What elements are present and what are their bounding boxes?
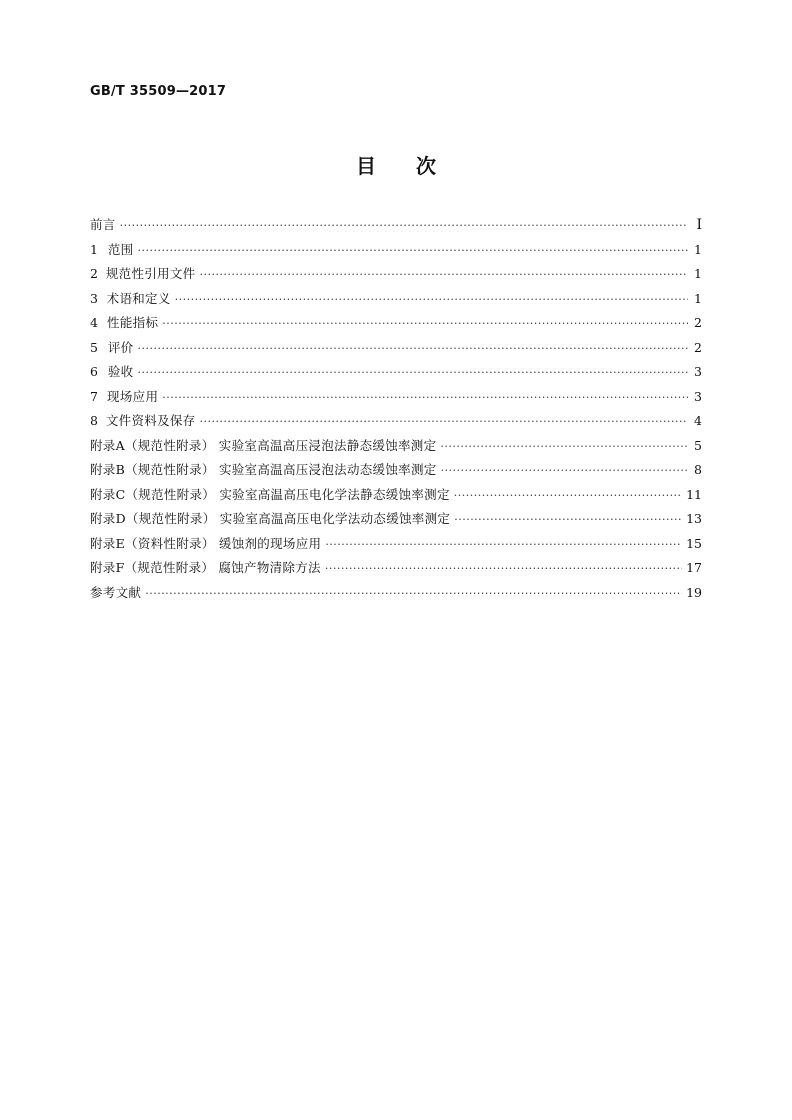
toc-entry-label: 附录E（资料性附录） 缓蚀剂的现场应用 — [90, 535, 322, 551]
dot-leader — [199, 415, 688, 428]
toc-entry-label: 附录B（规范性附录） 实验室高温高压浸泡法动态缓蚀率测定 — [90, 462, 437, 477]
toc-entry-page: 5 — [694, 437, 702, 453]
toc-entry-annex-d[interactable] — [90, 509, 702, 534]
toc-entry-8[interactable] — [90, 411, 702, 436]
table-of-contents — [90, 215, 702, 607]
toc-entry-7[interactable] — [90, 387, 702, 412]
toc-entry-1[interactable] — [90, 240, 702, 265]
toc-entry-bibliography[interactable] — [90, 583, 702, 608]
toc-entry-page: 1 — [694, 290, 702, 306]
toc-entry-page: 3 — [694, 364, 702, 379]
toc-entry-label: 评价 — [107, 339, 134, 355]
toc-entry-number: 4 — [90, 315, 98, 330]
dot-leader — [175, 293, 688, 306]
toc-entry-label: 参考文献 — [90, 584, 142, 600]
dot-leader — [199, 268, 688, 281]
toc-entry-label: 附录D（规范性附录） 实验室高温高压电化学法动态缓蚀率测定 — [90, 511, 451, 526]
toc-entry-page: 17 — [686, 560, 702, 575]
dot-leader — [441, 464, 688, 477]
toc-entry-label: 附录C（规范性附录） 实验室高温高压电化学法静态缓蚀率测定 — [90, 486, 450, 502]
dot-leader — [120, 219, 688, 232]
toc-entry-page: I — [696, 217, 702, 233]
toc-title: 目次 — [356, 154, 476, 178]
toc-entry-label: 性能指标 — [107, 315, 159, 330]
toc-entry-number: 6 — [90, 364, 98, 379]
toc-entry-4[interactable] — [90, 313, 702, 338]
dot-leader — [162, 391, 688, 404]
toc-entry-5[interactable] — [90, 338, 702, 363]
toc-entry-number: 2 — [90, 266, 98, 281]
toc-entry-page: 8 — [694, 462, 702, 477]
toc-entry-label: 规范性引用文件 — [105, 266, 196, 281]
toc-entry-label: 范围 — [107, 241, 134, 257]
dot-leader — [325, 538, 682, 551]
dot-leader — [137, 244, 688, 257]
toc-entry-annex-c[interactable] — [90, 485, 702, 510]
toc-entry-number: 5 — [90, 339, 98, 355]
dot-leader — [137, 342, 688, 355]
dot-leader — [137, 366, 688, 379]
toc-entry-annex-b[interactable] — [90, 460, 702, 485]
dot-leader — [162, 317, 688, 330]
toc-entry-page: 2 — [694, 315, 702, 330]
standard-number: GB/T 35509—2017 — [90, 84, 227, 99]
toc-entry-2[interactable] — [90, 264, 702, 289]
toc-entry-label: 前言 — [90, 217, 116, 232]
dot-leader — [454, 489, 682, 502]
toc-entry-annex-a[interactable] — [90, 436, 702, 461]
toc-entry-number: 7 — [90, 388, 98, 404]
toc-entry-6[interactable] — [90, 362, 702, 387]
toc-entry-page: 1 — [694, 266, 702, 281]
toc-entry-label: 附录F（规范性附录） 腐蚀产物清除方法 — [90, 560, 321, 575]
toc-entry-label: 术语和定义 — [106, 290, 171, 306]
toc-entry-page: 3 — [694, 388, 702, 404]
toc-entry-page: 13 — [686, 511, 702, 526]
dot-leader — [454, 513, 682, 526]
dot-leader — [145, 587, 682, 600]
toc-entry-page: 4 — [694, 413, 702, 428]
toc-entry-number: 8 — [90, 413, 98, 428]
toc-entry-label: 文件资料及保存 — [105, 413, 196, 428]
toc-entry-label: 验收 — [107, 364, 134, 379]
dot-leader — [325, 562, 682, 575]
dot-leader — [440, 440, 688, 453]
toc-entry-page: 2 — [694, 339, 702, 355]
toc-entry-label: 附录A（规范性附录） 实验室高温高压浸泡法静态缓蚀率测定 — [90, 437, 437, 453]
toc-entry-page: 15 — [686, 535, 702, 551]
toc-entry-annex-e[interactable] — [90, 534, 702, 559]
toc-entry-label: 现场应用 — [107, 388, 159, 404]
toc-entry-annex-f[interactable] — [90, 558, 702, 583]
toc-entry-page: 19 — [686, 584, 702, 600]
toc-entry-page: 11 — [686, 486, 702, 502]
toc-entry-preface[interactable] — [90, 215, 702, 240]
toc-entry-page: 1 — [694, 241, 702, 257]
toc-entry-number: 3 — [90, 290, 98, 306]
toc-entry-3[interactable] — [90, 289, 702, 314]
toc-entry-number: 1 — [90, 241, 98, 257]
